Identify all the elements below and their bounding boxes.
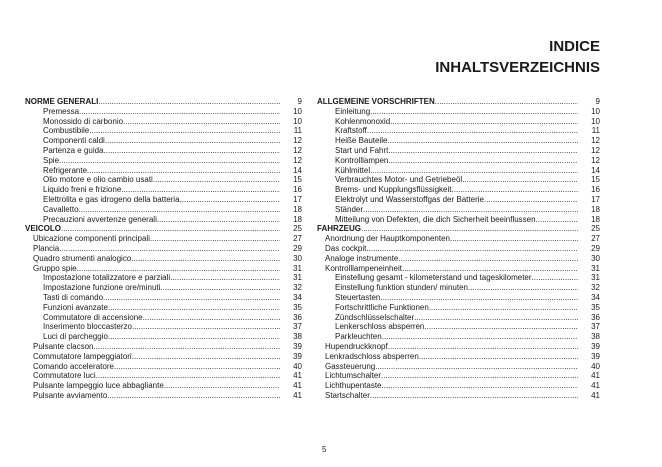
dot-leader xyxy=(452,185,578,195)
dot-leader xyxy=(153,175,280,185)
dot-leader xyxy=(435,97,578,107)
dot-leader xyxy=(150,234,280,244)
toc-entry xyxy=(317,362,600,372)
dot-leader xyxy=(143,313,280,323)
toc-entry xyxy=(317,234,600,244)
toc-entry xyxy=(25,156,302,166)
dot-leader xyxy=(429,303,578,313)
toc-entry xyxy=(317,136,600,146)
toc-entry xyxy=(317,391,600,401)
toc-entry xyxy=(25,303,302,313)
toc-entry-page: 41 xyxy=(293,390,302,400)
toc-entry xyxy=(317,332,600,342)
toc-entry-label: Pulsante avviamento xyxy=(33,390,108,400)
toc-entry xyxy=(317,342,600,352)
toc-entry-label: Precauzioni avvertenze generali xyxy=(43,214,157,224)
dot-leader xyxy=(61,224,280,234)
toc-entry-page: 34 xyxy=(293,292,302,302)
toc-entry-page: 14 xyxy=(591,165,600,175)
toc-entry-page: 39 xyxy=(591,341,600,351)
toc-entry-label: Kontrolllampeneinheit xyxy=(325,263,402,273)
toc-entry-label: Verbrauchtes Motor- und Getriebeöl xyxy=(335,175,463,185)
toc-entry xyxy=(317,381,600,391)
toc-entry-page: 12 xyxy=(591,145,600,155)
toc-entry-page: 41 xyxy=(591,390,600,400)
dot-leader xyxy=(108,303,280,313)
toc-entry xyxy=(317,126,600,136)
dot-leader xyxy=(402,264,578,274)
dot-leader xyxy=(79,107,280,117)
toc-entry-label: Heiße Bauteile xyxy=(335,136,388,146)
toc-entry-label: Einstellung funktion stunden/ minuten xyxy=(335,283,468,293)
dot-leader xyxy=(424,322,578,332)
toc-entry-label: Gruppo spie xyxy=(33,263,77,273)
toc-entry-label: Steuertasten xyxy=(335,292,381,302)
dot-leader xyxy=(382,332,578,342)
dot-leader xyxy=(96,371,280,381)
toc-entry-page: 15 xyxy=(591,175,600,185)
toc-entry-label: Funzioni avanzate xyxy=(43,302,108,312)
toc-entry xyxy=(317,313,600,323)
toc-entry-label: Lenkradschloss absperren xyxy=(325,351,419,361)
toc-entry-label: Quadro strumenti analogico xyxy=(33,253,132,263)
toc-entry-label: Spie xyxy=(43,155,60,165)
toc-entry-label: Olio motore e olio cambio usati xyxy=(43,175,153,185)
toc-entry xyxy=(25,381,302,391)
toc-entry xyxy=(317,166,600,176)
toc-entry-page: 25 xyxy=(591,224,600,234)
toc-entry xyxy=(317,205,600,215)
dot-leader xyxy=(370,107,578,117)
toc-entry-label: Kraftstoff xyxy=(335,126,367,136)
toc-entry-page: 9 xyxy=(595,97,600,106)
dot-leader xyxy=(382,381,579,391)
title-german: INHALTSVERZEICHNIS xyxy=(435,59,600,76)
toc-entry-label: Einleitung xyxy=(335,106,371,116)
toc-entry-page: 29 xyxy=(293,243,302,253)
toc-entry xyxy=(25,97,302,107)
toc-entry-page: 37 xyxy=(293,322,302,332)
dot-leader xyxy=(532,273,578,283)
dot-leader xyxy=(87,166,280,176)
dot-leader xyxy=(114,362,280,372)
dot-leader xyxy=(380,293,578,303)
toc-entry-page: 12 xyxy=(293,145,302,155)
toc-entry xyxy=(25,117,302,127)
toc-entry-page: 12 xyxy=(591,155,600,165)
toc-entry-page: 14 xyxy=(293,165,302,175)
toc-entry-page: 41 xyxy=(293,381,302,391)
toc-entry-label: Liquido freni e frizione xyxy=(43,185,122,195)
toc-entry-page: 18 xyxy=(293,214,302,224)
dot-leader xyxy=(450,234,578,244)
toc-entry xyxy=(317,146,600,156)
toc-entry-page: 15 xyxy=(293,175,302,185)
toc-entry-page: 38 xyxy=(591,332,600,342)
toc-entry-page: 12 xyxy=(293,155,302,165)
toc-entry xyxy=(25,195,302,205)
toc-entry-label: Brems- und Kupplungsflüssigkeit xyxy=(335,185,452,195)
toc-entry-page: 34 xyxy=(591,292,600,302)
toc-entry-page: 11 xyxy=(293,126,302,136)
toc-entry xyxy=(25,234,302,244)
toc-entry-label: Anordnung der Hauptkomponenten xyxy=(325,234,450,244)
dot-leader xyxy=(367,126,578,136)
dot-leader xyxy=(468,283,578,293)
toc-entry-page: 18 xyxy=(591,204,600,214)
toc-entry-label: Componenti caldi xyxy=(43,136,105,146)
toc-entry-label: Pulsante lampeggio luce abbagliante xyxy=(33,381,164,391)
toc-entry-page: 29 xyxy=(591,243,600,253)
dot-leader xyxy=(414,313,578,323)
toc-entry xyxy=(317,185,600,195)
toc-entry xyxy=(317,273,600,283)
dot-leader xyxy=(164,381,280,391)
toc-entry-label: Hupendruckknopf xyxy=(325,341,388,351)
toc-entry xyxy=(317,303,600,313)
toc-entry-page: 16 xyxy=(591,185,600,195)
toc-entry-label: ALLGEMEINE VORSCHRIFTEN xyxy=(317,97,435,106)
toc-entry-page: 36 xyxy=(293,312,302,322)
toc-entry xyxy=(25,244,302,254)
toc-entry-page: 39 xyxy=(293,351,302,361)
toc-entry xyxy=(317,264,600,274)
dot-leader xyxy=(79,205,280,215)
toc-entry xyxy=(25,342,302,352)
toc-entry-page: 39 xyxy=(591,351,600,361)
dot-leader xyxy=(419,352,578,362)
toc-entry-label: Start und Fahrt xyxy=(335,145,389,155)
toc-entry-page: 10 xyxy=(591,106,600,116)
toc-entry-label: VEICOLO xyxy=(25,224,62,234)
toc-entry-page: 17 xyxy=(293,194,302,204)
toc-entry xyxy=(317,117,600,127)
dot-leader xyxy=(388,146,578,156)
toc-entry xyxy=(25,175,302,185)
toc-entry-page: 27 xyxy=(591,234,600,244)
dot-leader xyxy=(123,117,280,127)
toc-entry-page: 31 xyxy=(293,273,302,283)
toc-entry-page: 39 xyxy=(293,341,302,351)
toc-entry-label: Elettrolita e gas idrogeno della batteria xyxy=(43,194,180,204)
toc-entry xyxy=(317,97,600,107)
toc-entry-page: 10 xyxy=(591,116,600,126)
toc-entry xyxy=(25,264,302,274)
toc-entry-label: Plancia xyxy=(33,243,60,253)
toc-entry-page: 30 xyxy=(293,253,302,263)
toc-entry-page: 35 xyxy=(293,302,302,312)
toc-entry-label: Premessa xyxy=(43,106,80,116)
toc-entry xyxy=(317,283,600,293)
dot-leader xyxy=(366,244,578,254)
toc-entry-page: 10 xyxy=(293,116,302,126)
dot-leader xyxy=(361,224,578,234)
toc-entry xyxy=(25,146,302,156)
toc-entry xyxy=(25,332,302,342)
dot-leader xyxy=(103,293,280,303)
dot-leader xyxy=(390,117,578,127)
title-italian: INDICE xyxy=(549,38,600,55)
toc-entry-label: Partenza e guida xyxy=(43,145,104,155)
toc-entry xyxy=(25,254,302,264)
toc-entry xyxy=(317,107,600,117)
toc-entry-page: 31 xyxy=(293,263,302,273)
toc-entry-page: 27 xyxy=(293,234,302,244)
dot-leader xyxy=(77,264,280,274)
toc-entry-page: 40 xyxy=(591,361,600,371)
dot-leader xyxy=(375,362,578,372)
dot-leader xyxy=(98,97,280,107)
toc-entry-label: Monossido di carbonio xyxy=(43,116,124,126)
toc-entry xyxy=(25,185,302,195)
dot-leader xyxy=(370,166,578,176)
toc-entry-page: 32 xyxy=(591,283,600,293)
toc-entry-label: Fortschrittliche Funktionen xyxy=(335,302,429,312)
dot-leader xyxy=(484,195,578,205)
toc-entry-page: 41 xyxy=(591,381,600,391)
toc-entry xyxy=(25,371,302,381)
toc-entry-label: Pulsante clacson xyxy=(33,341,94,351)
toc-entry xyxy=(317,293,600,303)
toc-entry-page: 25 xyxy=(293,224,302,234)
toc-entry xyxy=(25,126,302,136)
dot-leader xyxy=(536,215,578,225)
toc-entry xyxy=(25,362,302,372)
dot-leader xyxy=(157,215,280,225)
toc-entry-page: 11 xyxy=(591,126,600,136)
toc-entry xyxy=(317,254,600,264)
toc-entry-label: Commutatore luci xyxy=(33,371,96,381)
dot-leader xyxy=(89,126,280,136)
toc-entry-label: Impostazione funzione ore/minuti xyxy=(43,283,161,293)
toc-entry xyxy=(25,205,302,215)
toc-entry-label: Comando acceleratore xyxy=(33,361,114,371)
toc-entry xyxy=(317,224,600,234)
toc-entry-label: Parkleuchten xyxy=(335,332,382,342)
toc-entry-label: Kontrolllampen xyxy=(335,155,389,165)
toc-entry xyxy=(317,371,600,381)
dot-leader xyxy=(104,146,281,156)
toc-entry-page: 31 xyxy=(591,273,600,283)
toc-entry-page: 32 xyxy=(293,283,302,293)
toc-entry xyxy=(25,215,302,225)
toc-entry-page: 31 xyxy=(591,263,600,273)
toc-entry-label: Lenkerschloss absperren xyxy=(335,322,425,332)
toc-entry-label: Zündschlüsselschalter xyxy=(335,312,415,322)
toc-entry-label: Impostazione totalizzatore e parziali xyxy=(43,273,171,283)
toc-entry-label: Tasti di comando xyxy=(43,292,104,302)
toc-entry-page: 10 xyxy=(293,106,302,116)
toc-entry-label: Commutatore di accensione xyxy=(43,312,143,322)
page-number: 5 xyxy=(322,445,327,454)
toc-entry-label: Mitteilung von Defekten, die dich Sicherheit beeinflussen xyxy=(335,214,536,224)
toc-entry xyxy=(317,215,600,225)
toc-entry xyxy=(317,322,600,332)
toc-entry-label: Ständer xyxy=(335,204,364,214)
dot-leader xyxy=(381,371,578,381)
dot-leader xyxy=(121,185,280,195)
toc-entry-page: 18 xyxy=(293,204,302,214)
dot-leader xyxy=(107,391,280,401)
toc-entry-page: 41 xyxy=(591,371,600,381)
toc-entry xyxy=(25,313,302,323)
dot-leader xyxy=(462,175,578,185)
toc-entry-page: 12 xyxy=(293,136,302,146)
dot-leader xyxy=(388,342,578,352)
toc-entry xyxy=(25,322,302,332)
toc-entry-label: Gassteuerung xyxy=(325,361,376,371)
dot-leader xyxy=(132,322,280,332)
dot-leader xyxy=(108,332,280,342)
toc-entry xyxy=(25,136,302,146)
toc-entry-label: Kühlmittel xyxy=(335,165,371,175)
toc-entry xyxy=(317,244,600,254)
toc-entry xyxy=(317,175,600,185)
toc-entry xyxy=(25,273,302,283)
toc-entry-page: 12 xyxy=(591,136,600,146)
toc-entry-label: Inserimento bloccasterzo xyxy=(43,322,132,332)
toc-entry-label: Das cockpit xyxy=(325,243,367,253)
toc-entry xyxy=(25,391,302,401)
dot-leader xyxy=(363,205,578,215)
toc-entry-label: Startschalter xyxy=(325,390,370,400)
toc-entry-page: 41 xyxy=(293,371,302,381)
toc-entry xyxy=(317,156,600,166)
dot-leader xyxy=(398,254,578,264)
toc-entry-label: Cavalletto xyxy=(43,204,79,214)
toc-entry-page: 38 xyxy=(293,332,302,342)
toc-entry-label: Elektrolyt und Wasserstoffgas der Batterie xyxy=(335,194,484,204)
toc-entry xyxy=(25,166,302,176)
toc-entry-page: 36 xyxy=(591,312,600,322)
toc-entry-page: 40 xyxy=(293,361,302,371)
toc-entry-page: 9 xyxy=(297,97,302,106)
dot-leader xyxy=(180,195,280,205)
dot-leader xyxy=(388,156,578,166)
toc-entry-label: NORME GENERALI xyxy=(25,97,99,106)
dot-leader xyxy=(160,283,280,293)
toc-entry xyxy=(25,293,302,303)
toc-entry xyxy=(317,352,600,362)
toc-italian xyxy=(25,97,302,401)
toc-entry-label: Lichtumschalter xyxy=(325,371,382,381)
toc-entry-page: 30 xyxy=(591,253,600,263)
dot-leader xyxy=(59,156,280,166)
dot-leader xyxy=(59,244,280,254)
dot-leader xyxy=(170,273,280,283)
toc-entry-label: Analoge instrumente xyxy=(325,253,399,263)
dot-leader xyxy=(105,136,280,146)
toc-entry xyxy=(25,283,302,293)
dot-leader xyxy=(131,254,280,264)
toc-entry-page: 37 xyxy=(591,322,600,332)
toc-entry-label: Commutatore lampeggiatori xyxy=(33,351,132,361)
toc-entry xyxy=(25,107,302,117)
toc-entry-label: Lichthupentaste xyxy=(325,381,382,391)
dot-leader xyxy=(387,136,578,146)
toc-entry-page: 17 xyxy=(591,194,600,204)
toc-entry-label: FAHRZEUG xyxy=(317,224,361,234)
toc-entry-label: Luci di parcheggio xyxy=(43,332,108,342)
toc-entry-page: 16 xyxy=(293,185,302,195)
dot-leader xyxy=(370,391,578,401)
toc-entry xyxy=(317,195,600,205)
toc-entry-label: Ubicazione componenti principali xyxy=(33,234,150,244)
toc-entry-label: Refrigerante xyxy=(43,165,88,175)
dot-leader xyxy=(93,342,280,352)
toc-entry-label: Combustibile xyxy=(43,126,90,136)
toc-entry xyxy=(25,224,302,234)
toc-entry-page: 18 xyxy=(591,214,600,224)
toc-entry-label: Kohlenmonoxid xyxy=(335,116,391,126)
dot-leader xyxy=(132,352,280,362)
toc-entry xyxy=(25,352,302,362)
toc-german xyxy=(317,97,600,401)
toc-entry-page: 35 xyxy=(591,302,600,312)
toc-entry-label: Einstellung gesamt - kilometerstand und tageskilometer xyxy=(335,273,532,283)
